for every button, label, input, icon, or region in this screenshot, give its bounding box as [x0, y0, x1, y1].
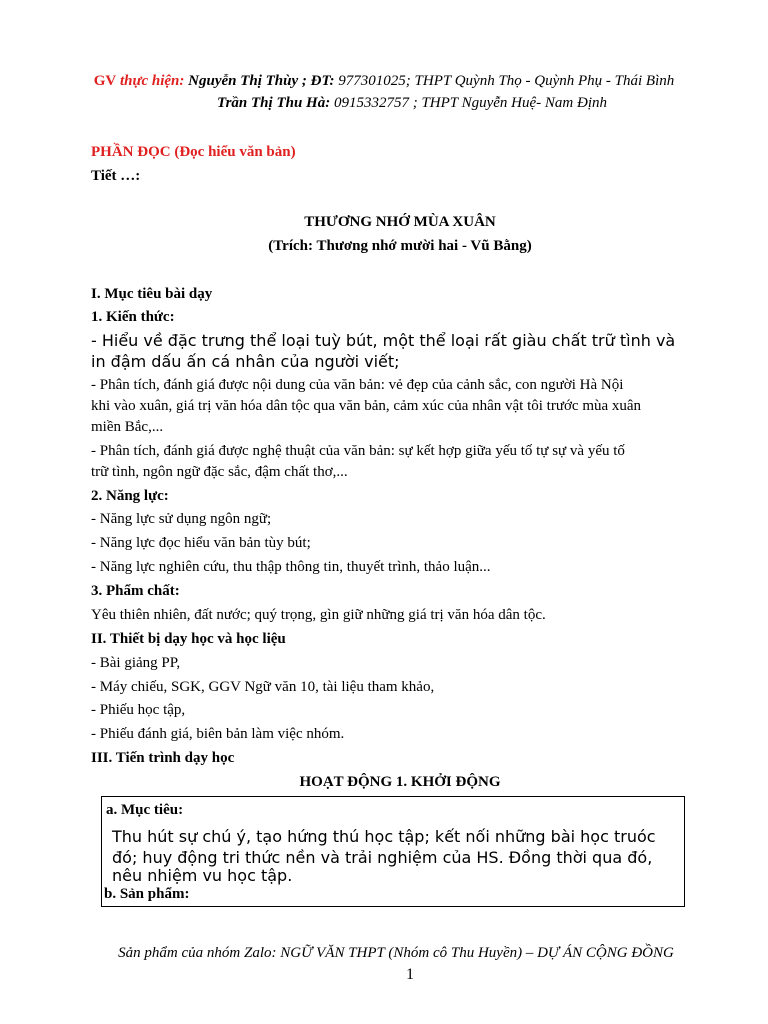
thiet-bi-heading: II. Thiết bị dạy học và học liệu	[91, 631, 286, 647]
san-pham-label: b. Sản phẩm:	[104, 886, 190, 902]
author2-name: Trần Thị Thu Hà:	[216, 95, 331, 111]
kien-thuc-1-line-2: in đậm dấu ấn cá nhân của người viết;	[91, 352, 400, 371]
phan-doc-heading: PHẦN ĐỌC (Đọc hiểu văn bản)	[91, 144, 296, 160]
dt-label: ĐT:	[310, 73, 335, 89]
thiet-bi-item-3: - Phiếu học tập,	[91, 702, 186, 718]
muc-tieu-line-2: đó; huy động tri thức nền và trải nghiệm của HS. Đồng thời qua đó,	[112, 848, 653, 867]
kien-thuc-1-line-1: - Hiểu về đặc trưng thể loại tuỳ bút, một thể loại rất giàu chất trữ tình và	[91, 331, 676, 350]
muc-tieu-label: a. Mục tiêu:	[106, 802, 184, 818]
footer-text: Sản phẩm của nhóm Zalo: NGỮ VĂN THPT (Nhóm cô Thu Huyền) – DỰ ÁN CỘNG ĐỒNG	[118, 945, 674, 961]
tiet-label: Tiết …:	[91, 168, 141, 184]
thiet-bi-item-1: - Bài giảng PP,	[91, 655, 181, 671]
thiet-bi-item-4: - Phiếu đánh giá, biên bản làm việc nhóm.	[91, 726, 345, 742]
nang-luc-item-2: - Năng lực đọc hiểu văn bản tùy bút;	[91, 535, 311, 551]
author-line-2	[28, 93, 768, 114]
tien-trinh-heading: III. Tiến trình dạy học	[91, 750, 235, 766]
kien-thuc-3-line-2: trữ tình, ngôn ngữ đặc sắc, đậm chất thơ,...	[91, 464, 348, 480]
lesson-title: THƯƠNG NHỚ MÙA XUÂN	[304, 214, 496, 230]
kien-thuc-heading: 1. Kiến thức:	[91, 309, 175, 325]
author2-info: 0915332757 ; THPT Nguyễn Huệ- Nam Định	[333, 95, 607, 111]
muc-tieu-heading: I. Mục tiêu bài dạy	[91, 286, 213, 302]
nang-luc-item-1: - Năng lực sử dụng ngôn ngữ;	[91, 511, 272, 527]
activity-box	[101, 796, 685, 907]
thiet-bi-item-2: - Máy chiếu, SGK, GGV Ngữ văn 10, tài liệu tham khảo,	[91, 679, 435, 695]
kien-thuc-3-line-1: - Phân tích, đánh giá được nghệ thuật của văn bản: sự kết hợp giữa yếu tố tự sự và yếu tố	[91, 443, 625, 459]
nang-luc-heading: 2. Năng lực:	[91, 488, 169, 504]
kien-thuc-2-line-2: khi vào xuân, giá trị văn hóa dân tộc qua văn bản, cảm xúc của nhân vật tôi trước mùa xuân	[91, 398, 642, 414]
gv-label: GV	[93, 73, 117, 89]
kien-thuc-2-line-1: - Phân tích, đánh giá được nội dung của văn bản: vẻ đẹp của cảnh sắc, con người Hà Nội	[91, 377, 624, 393]
muc-tieu-line-1: Thu hút sự chú ý, tạo hứng thú học tập; kết nối những bài học truóc	[112, 827, 656, 846]
pham-chat-item-1: Yêu thiên nhiên, đất nước; quý trọng, gìn giữ những giá trị văn hóa dân tộc.	[91, 607, 546, 623]
author-line-1	[0, 71, 768, 92]
pham-chat-heading: 3. Phẩm chất:	[91, 583, 180, 599]
hoat-dong-heading: HOẠT ĐỘNG 1. KHỞI ĐỘNG	[299, 774, 501, 790]
author1-info: 977301025; THPT Quỳnh Thọ - Quỳnh Phụ - Thái Bình	[338, 73, 675, 89]
kien-thuc-2-line-3: miền Bắc,...	[91, 419, 164, 435]
page-number: 1	[406, 966, 414, 983]
muc-tieu-line-3: nêu nhiệm vu học tập.	[112, 866, 293, 885]
lesson-subtitle: (Trích: Thương nhớ mười hai - Vũ Bằng)	[268, 238, 532, 254]
nang-luc-item-3: - Năng lực nghiên cứu, thu thập thông tin, thuyết trình, thảo luận...	[91, 559, 491, 575]
author1-name: Nguyễn Thị Thùy ;	[188, 73, 307, 89]
thuc-hien-label: thực hiện:	[119, 73, 185, 89]
